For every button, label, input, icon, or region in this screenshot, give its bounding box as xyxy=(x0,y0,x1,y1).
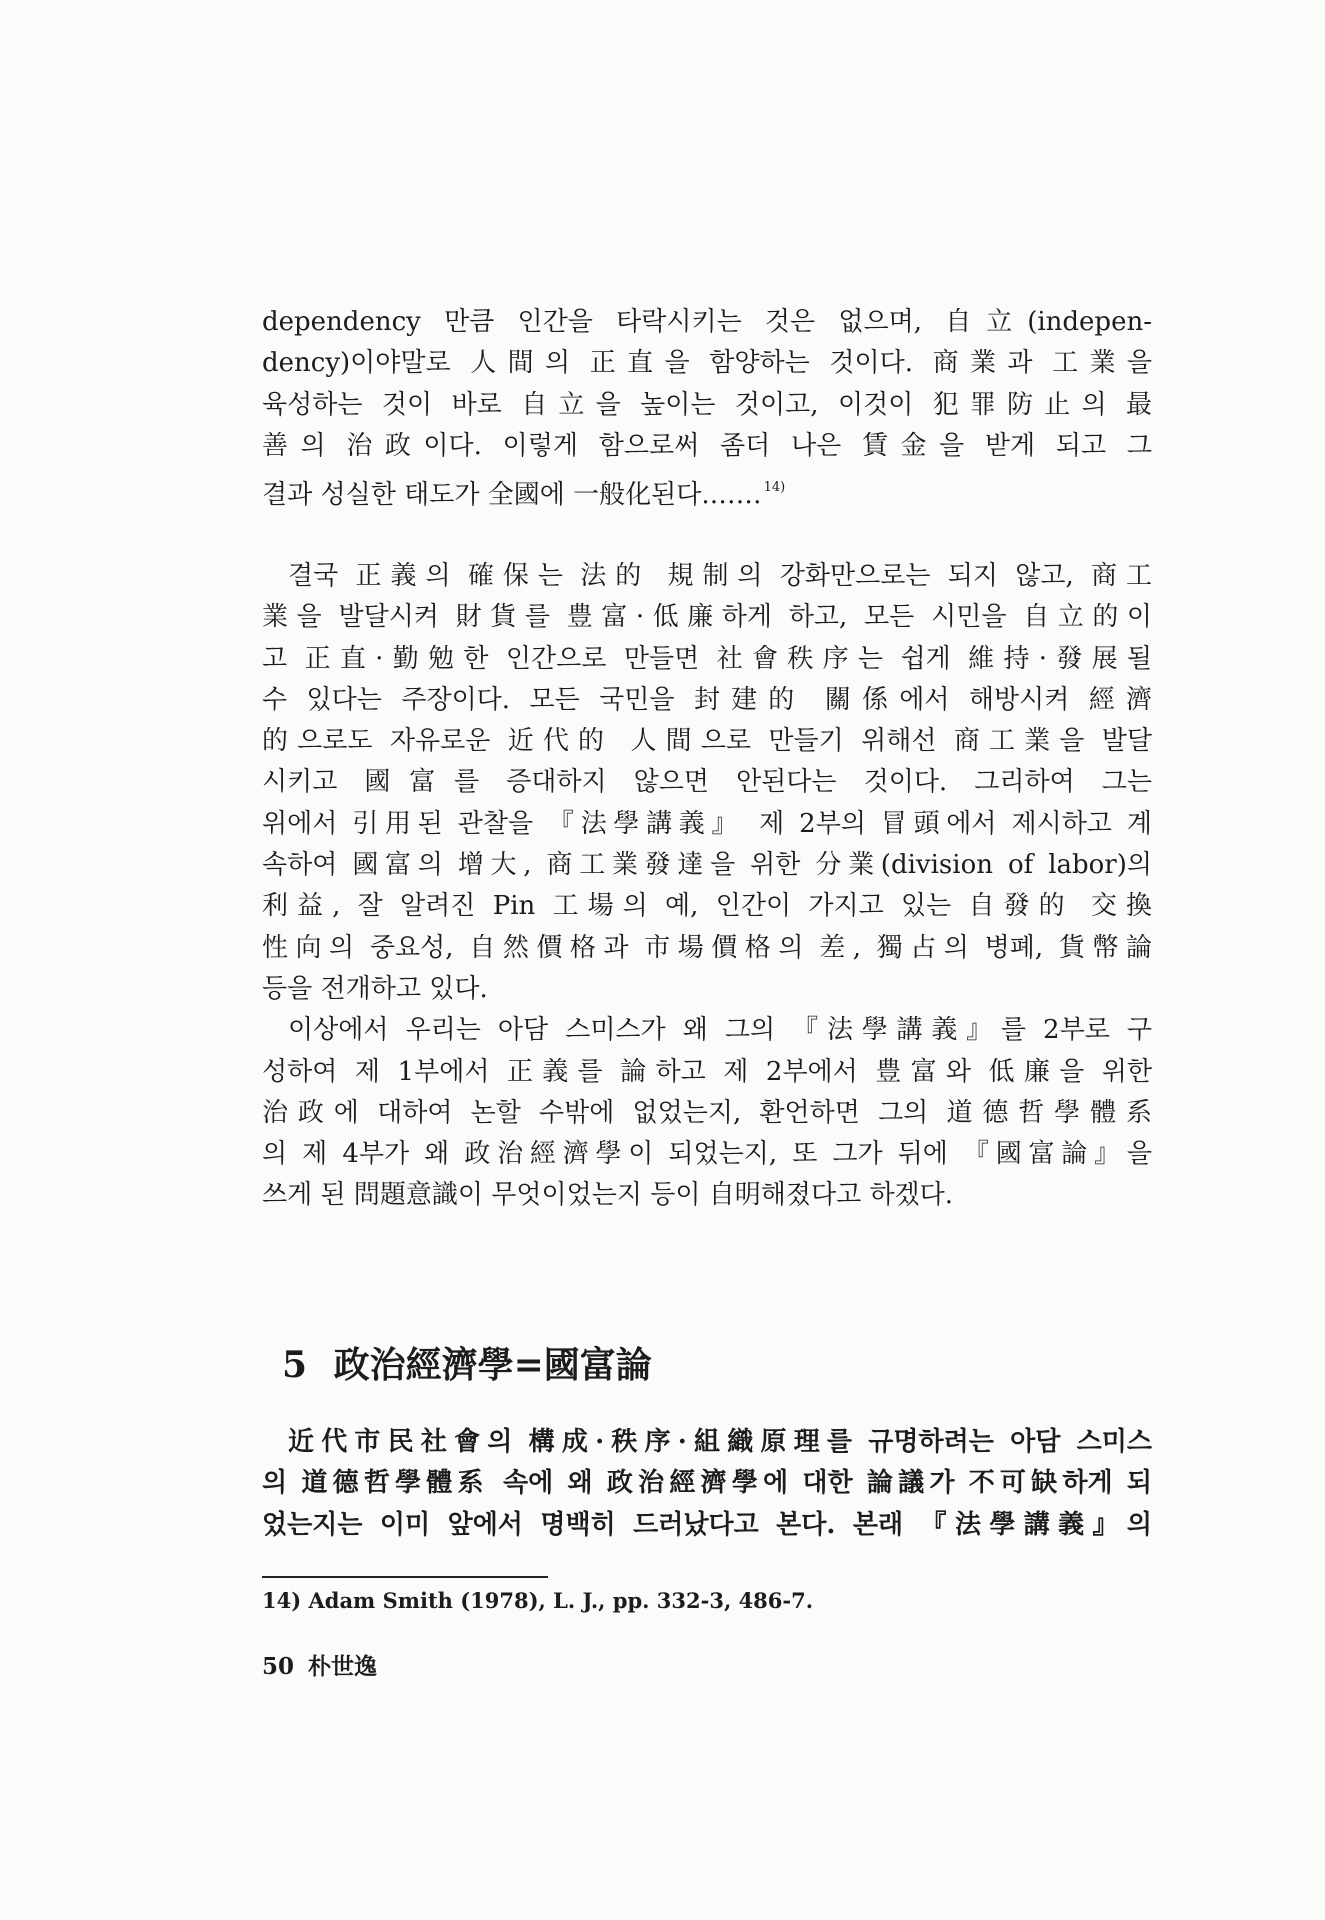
page-footer xyxy=(262,1648,377,1681)
author-name: 朴世逸 xyxy=(308,1653,378,1680)
body-line: 이상에서 우리는 아담 스미스가 왜 그의 『法學講義』를 2부로 구 xyxy=(288,1015,1152,1046)
body-line: 고 正直·勤勉한 인간으로 만들면 社會秩序는 쉽게 維持·發展될 xyxy=(262,643,1152,674)
footnote-marker: 14) xyxy=(763,480,786,496)
body-line: 利益, 잘 알려진 Pin 工場의 예, 인간이 가지고 있는 自發的 交換 xyxy=(262,891,1152,922)
body-line: 的으로도 자유로운 近代的 人間으로 만들기 위해선 商工業을 발달 xyxy=(262,726,1152,757)
body-line: 業을 발달시켜 財貨를 豊富·低廉하게 하고, 모든 시민을 自立的이 xyxy=(262,602,1152,633)
page-number: 50 xyxy=(262,1653,295,1680)
section-number: 5 xyxy=(282,1344,308,1386)
quote-line: dependency 만큼 인간을 타락시키는 것은 없으며, 自立(indepen- xyxy=(262,307,1152,337)
section-title: 政治經濟學=國富論 xyxy=(333,1344,652,1386)
quote-line: 육성하는 것이 바로 自立을 높이는 것이고, 이것이 犯罪防止의 最 xyxy=(262,389,1152,420)
body-line: 治政에 대하여 논할 수밖에 없었는지, 환언하면 그의 道德哲學體系 xyxy=(262,1097,1152,1128)
body-line: 등을 전개하고 있다. xyxy=(262,973,488,1004)
quote-line: 善의 治政이다. 이렇게 함으로써 좀더 나은 賃金을 받게 되고 그 xyxy=(262,430,1152,461)
body-line: 결국 正義의 確保는 法的 規制의 강화만으로는 되지 않고, 商工 xyxy=(288,561,1152,591)
quote-line-text: 결과 성실한 태도가 全國에 一般化된다.…… xyxy=(262,480,762,509)
body-line: 쓰게 된 問題意識이 무엇이었는지 등이 自明해졌다고 하겠다. xyxy=(262,1180,954,1211)
section-heading xyxy=(282,1337,652,1388)
block-quote xyxy=(262,302,1152,508)
body-paragraphs xyxy=(262,556,1152,1217)
quote-line: dency)이야말로 人間의 正直을 함양하는 것이다. 商業과 工業을 xyxy=(262,348,1152,379)
quote-line-last xyxy=(262,467,1152,508)
body-line: 近代市民社會의 構成·秩序·組織原理를 규명하려는 아담 스미스 xyxy=(288,1427,1152,1457)
footnote: 14) Adam Smith (1978), L. J., pp. 332-3, 486-7. xyxy=(262,1588,814,1613)
body-line: 었는지는 이미 앞에서 명백히 드러났다고 본다. 본래 『法學講義』의 xyxy=(262,1509,1152,1540)
body-line: 수 있다는 주장이다. 모든 국민을 封建的 關係에서 해방시켜 經濟 xyxy=(262,684,1152,715)
body-line: 性向의 중요성, 自然價格과 市場價格의 差, 獨占의 병폐, 貨幣論 xyxy=(262,932,1152,963)
body-line: 성하여 제 1부에서 正義를 論하고 제 2부에서 豊富와 低廉을 위한 xyxy=(262,1056,1152,1087)
body-line: 위에서 引用된 관찰을 『法學講義』 제 2부의 冒頭에서 제시하고 계 xyxy=(262,808,1152,839)
section-body xyxy=(262,1422,1152,1546)
body-line: 의 道德哲學體系 속에 왜 政治經濟學에 대한 論議가 不可缺하게 되 xyxy=(262,1468,1152,1499)
footnote-divider xyxy=(262,1576,548,1578)
body-line: 속하여 國富의 增大, 商工業發達을 위한 分業(division of labor)의 xyxy=(262,850,1152,881)
body-line: 시키고 國富를 증대하지 않으면 안된다는 것이다. 그리하여 그는 xyxy=(262,767,1152,798)
body-line: 의 제 4부가 왜 政治經濟學이 되었는지, 또 그가 뒤에 『國富論』을 xyxy=(262,1139,1152,1170)
